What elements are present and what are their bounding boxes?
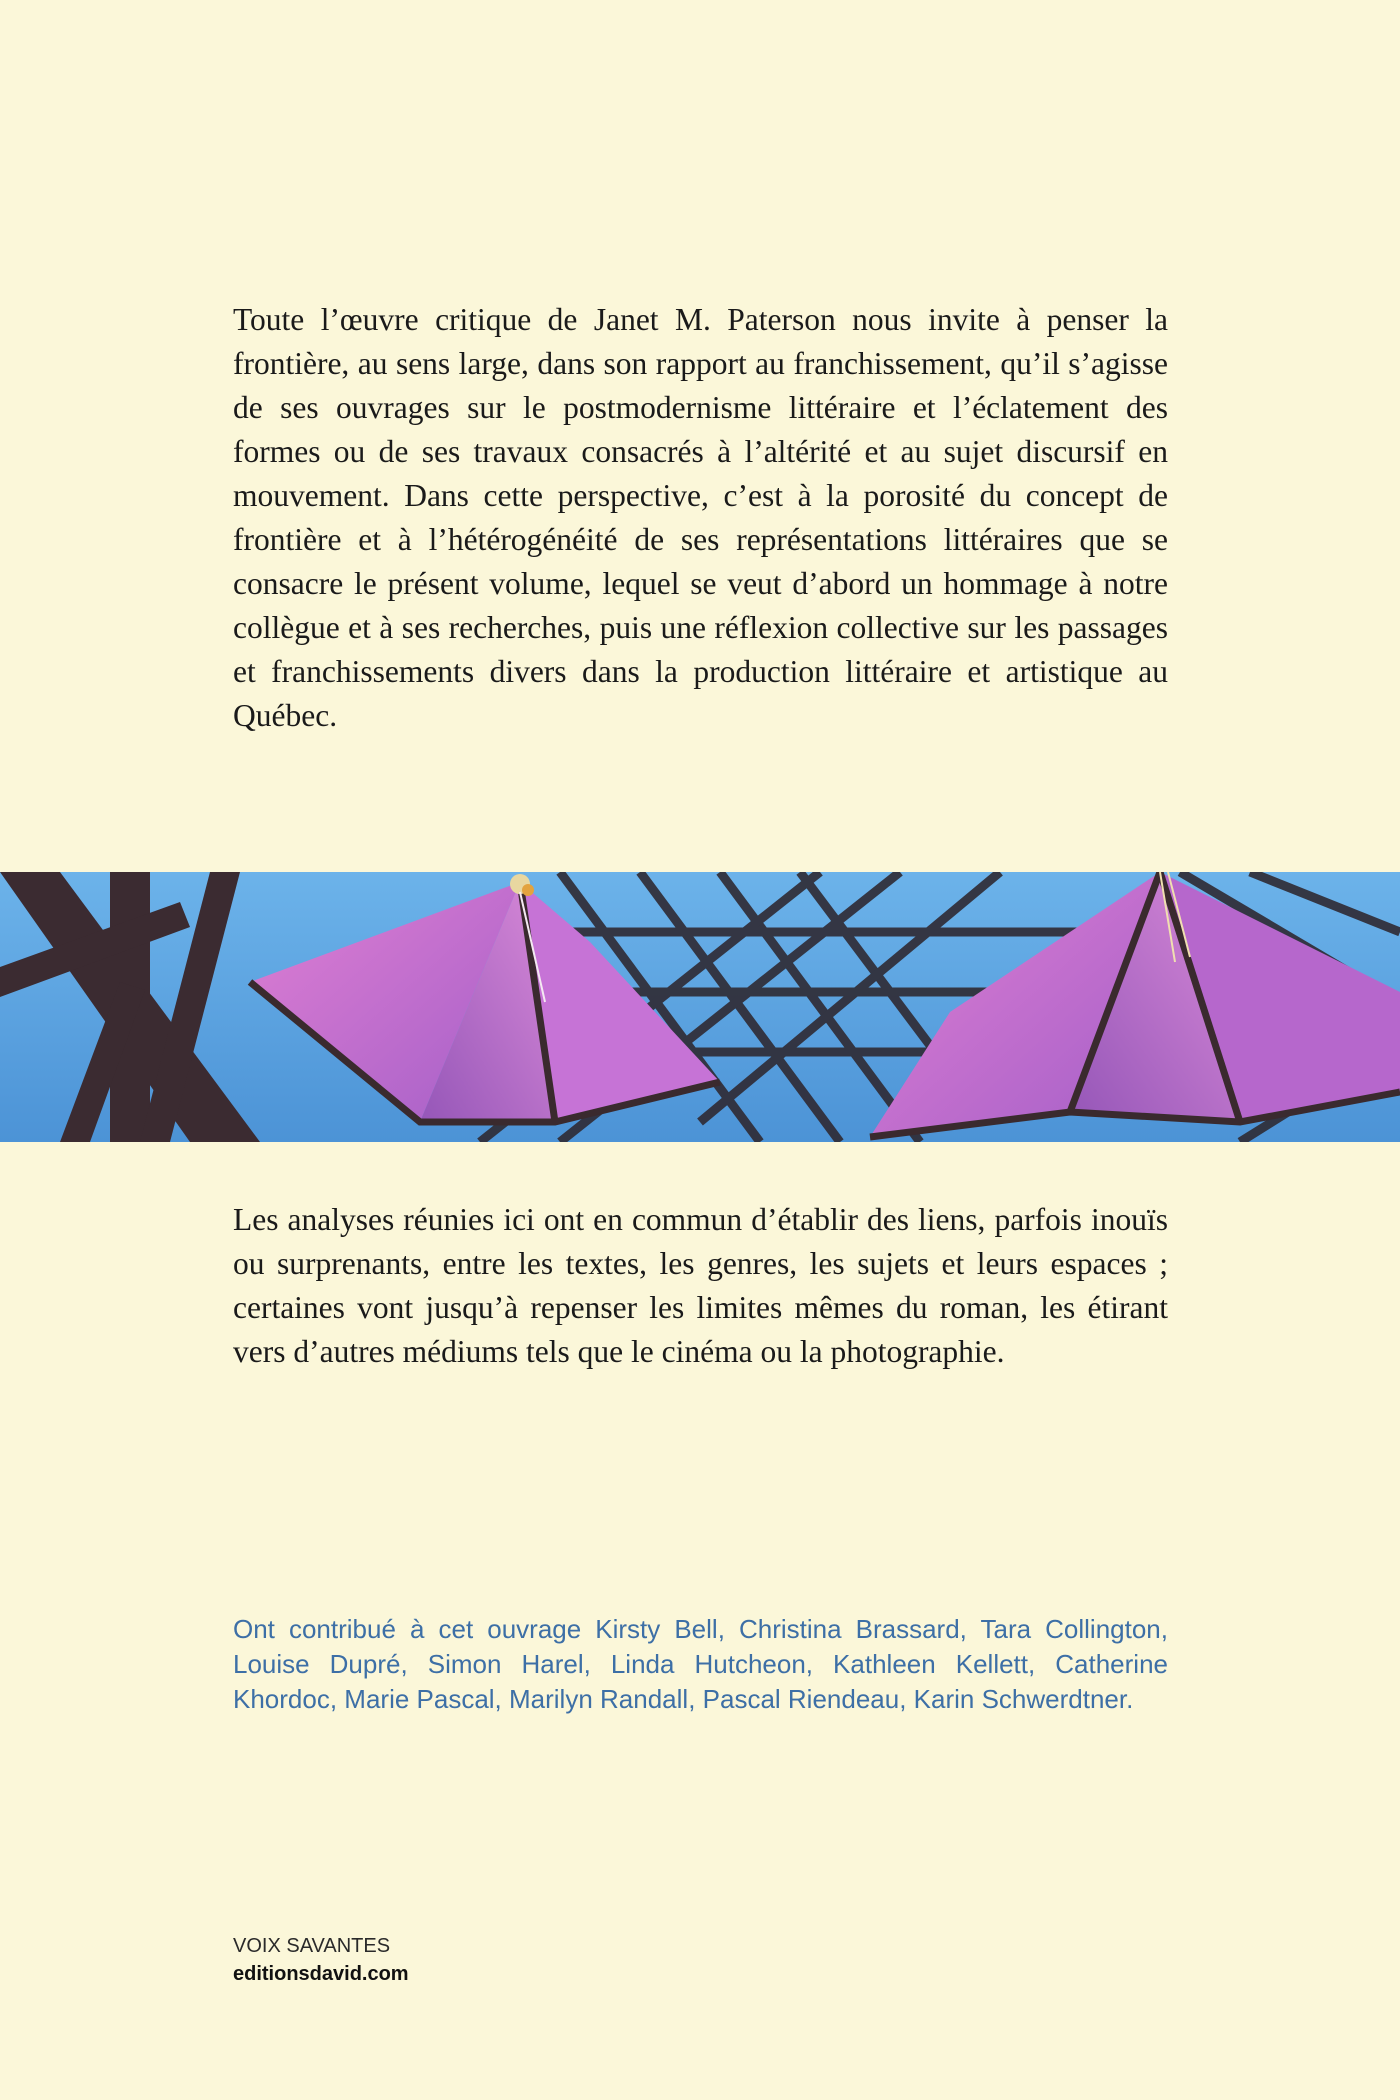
second-paragraph: Les analyses réunies ici ont en commun d’établir des liens, parfois inouïs ou surprenants, entre les textes, les genres, les sujets et leurs espaces ; certaines vont jusqu’à repenser les limites mêmes du roman, les étirant vers d’autres médiums tels que le cinéma ou la photographie.	[233, 1202, 1168, 1369]
painting-band	[0, 872, 1400, 1142]
collection-name: VOIX SAVANTES	[233, 1935, 391, 1957]
publisher-website: editionsdavid.com	[233, 1963, 409, 1985]
contributors-list: Ont contribué à cet ouvrage Kirsty Bell, Christina Brassard, Tara Collington, Louise Dupré, Simon Harel, Linda Hutcheon, Kathleen Kellett, Catherine Khordoc, Marie Pascal, Marilyn Randall, Pascal Riendeau, Karin Schwerdtner.	[233, 1614, 1168, 1714]
intro-paragraph: Toute l’œuvre critique de Janet M. Paterson nous invite à penser la frontière, au sens large, dans son rapport au franchissement, qu’il s’agisse de ses ouvrages sur le postmodernisme littéraire et l’éclatement des formes ou de ses travaux consacrés à l’altérité et au sujet discursif en mouvement. Dans cette perspective, c’est à la porosité du concept de frontière et à l’hétérogénéité de ses représentations littéraires que se consacre le présent volume, lequel se veut d’abord un hommage à notre collègue et à ses recherches, puis une réflexion collective sur les passages et franchissements divers dans la production littéraire et artistique au Québec.	[233, 302, 1168, 733]
